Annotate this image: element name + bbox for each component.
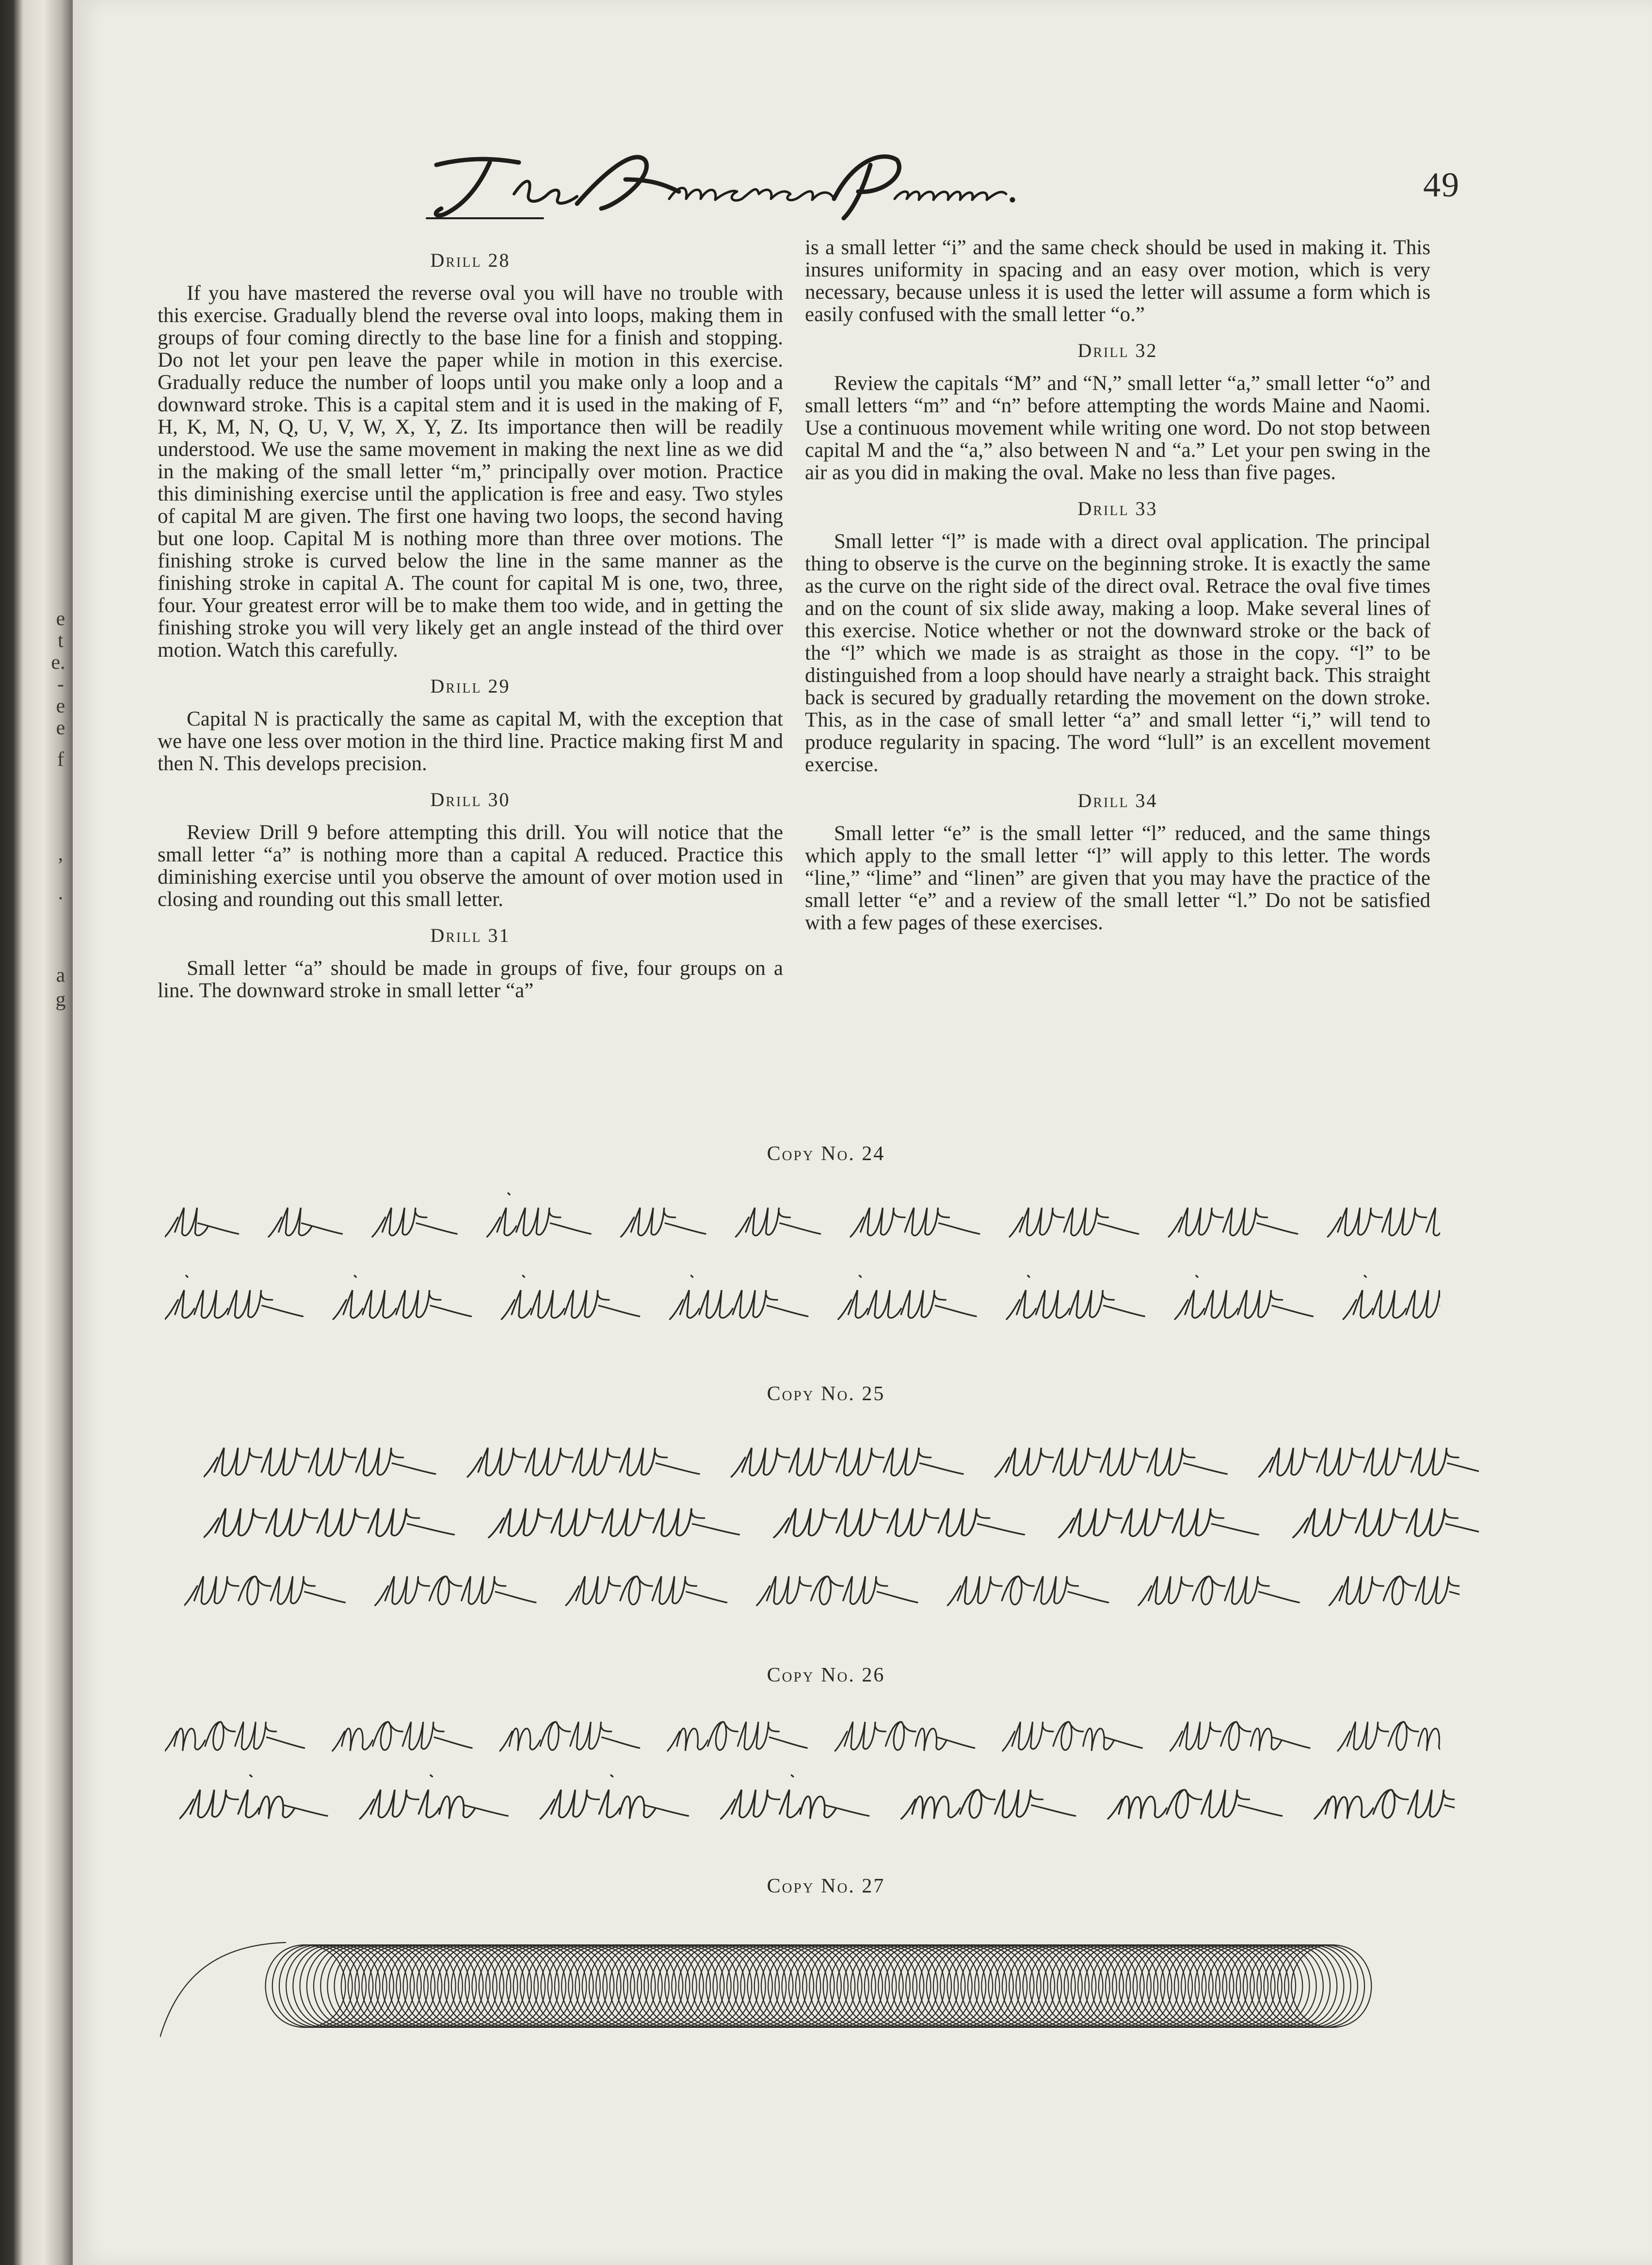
script-word — [1169, 1208, 1298, 1237]
script-word — [540, 1775, 688, 1819]
script-word — [184, 1576, 345, 1605]
spine-letter: g — [55, 988, 66, 1011]
script-word — [500, 1722, 640, 1751]
script-word — [501, 1276, 639, 1319]
spine-letter: - — [57, 673, 64, 696]
spine-letter: , — [58, 843, 64, 865]
script-word — [487, 1193, 591, 1237]
script-word — [1170, 1722, 1310, 1751]
script-word — [489, 1508, 739, 1537]
script-word — [621, 1208, 706, 1237]
drill-heading: Drill 32 — [1077, 340, 1158, 361]
script-line — [184, 1552, 1460, 1625]
copy-title: Copy No. 27 — [767, 1875, 885, 1897]
script-word — [566, 1576, 726, 1605]
script-word — [333, 1276, 471, 1319]
script-word — [1315, 1790, 1455, 1819]
script-word — [1139, 1576, 1299, 1605]
script-word — [1338, 1722, 1440, 1751]
spine-letter: t — [58, 630, 64, 652]
script-word — [774, 1508, 1024, 1537]
spine-letter: e — [56, 608, 65, 630]
script-word — [165, 1722, 305, 1751]
script-line — [165, 1266, 1440, 1339]
script-line — [179, 1765, 1455, 1838]
script-word — [757, 1576, 917, 1605]
spine-letter: e. — [51, 651, 65, 674]
drill-body: Small letter “l” is made with a direct oval application. The principal thing to observe is the curve on the beginning stroke. It is exactly the same as the curve on the right side of the direct oval. Retrace the oval five times and on the count of six slide away, making a loop. Make several lines of this exercise. Notice whether or not the downward stroke or the back of the “l” which we made is as straight as those in the copy. “l” to be distinguished from a loop should have nearly a straight back. This straight back is secured by gradually retarding the movement on the down stroke. This, as in the case of small letter “a” and small letter “i,” will tend to produce regularity in spacing. The word “lull” is an excellent movement exercise. — [805, 530, 1430, 776]
script-word — [901, 1790, 1075, 1819]
drill-body: Review the capitals “M” and “N,” small letter “a,” small letter “o” and small letters “m” and “n” before attempting the words Maine and Naomi. Use a continuous movement while writing one word. Do not stop between capital M and the “a,” also between N and “a.” Let your pen swing in the air as you did in making the oval. Make no less than five pages. — [805, 372, 1430, 484]
script-word — [721, 1775, 869, 1819]
script-word — [850, 1208, 979, 1237]
script-word — [1343, 1276, 1440, 1319]
script-word — [947, 1576, 1108, 1605]
book-spine — [0, 0, 73, 2265]
page-number: 49 — [1423, 165, 1460, 204]
script-word — [835, 1722, 975, 1751]
drill-heading: Drill 30 — [430, 789, 511, 810]
oval-loops — [160, 1942, 1371, 2037]
script-word — [995, 1448, 1227, 1477]
left-column — [158, 243, 783, 1016]
script-word — [668, 1722, 807, 1751]
drill-body: Small letter “a” should be made in groups of five, four groups on a line. The downward stroke in small letter “a” — [158, 957, 783, 1002]
drill-heading: Drill 34 — [1077, 790, 1158, 811]
script-word — [165, 1208, 239, 1237]
spine-letter: f — [57, 748, 64, 771]
right-column — [805, 237, 1430, 948]
script-word — [467, 1448, 699, 1477]
script-word — [375, 1576, 536, 1605]
script-word — [165, 1276, 303, 1319]
script-word — [1329, 1576, 1460, 1605]
script-line — [165, 1698, 1440, 1770]
script-word — [179, 1775, 327, 1819]
drill-heading: Drill 29 — [430, 675, 511, 697]
script-word — [1328, 1208, 1440, 1237]
script-word — [1175, 1276, 1313, 1319]
spine-letter: a — [56, 964, 65, 987]
script-line — [165, 1183, 1440, 1256]
script-word — [372, 1208, 457, 1237]
script-line — [204, 1484, 1479, 1557]
script-word — [269, 1208, 342, 1237]
script-word — [1010, 1208, 1139, 1237]
script-word — [736, 1208, 820, 1237]
oval-drill-illustration — [160, 1916, 1421, 2056]
script-word — [838, 1276, 976, 1319]
spine-letter: e — [56, 717, 65, 739]
copy-title: Copy No. 24 — [767, 1143, 885, 1165]
script-word — [731, 1448, 963, 1477]
script-word — [1293, 1508, 1479, 1537]
script-word — [204, 1448, 435, 1477]
script-word — [1259, 1448, 1479, 1477]
script-word — [1059, 1508, 1258, 1537]
script-word — [333, 1722, 472, 1751]
script-word — [1108, 1790, 1282, 1819]
drill-body: If you have mastered the reverse oval you will have no trouble with this exercise. Gradually blend the reverse oval into loops, making them in groups of four coming directly to the base line for a finish and stopping. Do not let your pen leave the paper while in motion in this exercise. Gradually reduce the number of loops until you make only a loop and a downward stroke. This is a capital stem and it is used in the making of F, H, K, M, N, Q, U, V, W, X, Y, Z. Its importance then will be readily understood. We use the same movement in making the next line as we did in the making of the small letter “m,” principally over motion. Practice this diminishing exercise until the application is free and easy. Two styles of capital M are given. The first one having two loops, the second having but one loop. Capital M is nothing more than three over motions. The finishing stroke is curved below the line in the same manner as the finishing stroke in capital A. The count for capital M is one, two, three, four. Your greatest error will be to make them too wide, and in getting the finishing stroke you will very likely get an angle instead of the third over motion. Watch this carefully. — [158, 282, 783, 662]
spine-letter: e — [56, 695, 65, 717]
drill-body: Review Drill 9 before attempting this drill. You will notice that the small letter “a” is nothing more than a capital A reduced. Practice this diminishing exercise until you observe the amount of over motion used in closing and rounding out this small letter. — [158, 821, 783, 911]
drill-body: Small letter “e” is the small letter “l” reduced, and the same things which apply to the small letter “l” will apply to this letter. The words “line,” “lime” and “linen” are given that you may have the practice of the small letter “e” and a review of the small letter “l.” Do not be satisfied with a few pages of these exercises. — [805, 822, 1430, 934]
spine-letter: . — [58, 882, 64, 904]
script-word — [360, 1775, 508, 1819]
script-word — [1003, 1722, 1142, 1751]
copy-title: Copy No. 26 — [767, 1664, 885, 1686]
drill-body: Capital N is practically the same as capital M, with the exception that we have one less over motion in the third line. Practice making first M and then N. This develops precision. — [158, 708, 783, 775]
drill-heading: Drill 28 — [430, 249, 511, 271]
continuation-text: is a small letter “i” and the same check should be used in making it. This insures uniformity in spacing and an easy over motion, which is very necessary, because unless it is used the letter will assume a form which is easily confused with the small letter “o.” — [805, 236, 1430, 326]
masthead-logo — [417, 146, 1028, 233]
script-word — [1007, 1276, 1144, 1319]
drill-heading: Drill 33 — [1077, 498, 1158, 519]
drill-heading: Drill 31 — [430, 924, 511, 946]
script-word — [670, 1276, 807, 1319]
copy-title: Copy No. 25 — [767, 1383, 885, 1405]
script-word — [204, 1508, 454, 1537]
